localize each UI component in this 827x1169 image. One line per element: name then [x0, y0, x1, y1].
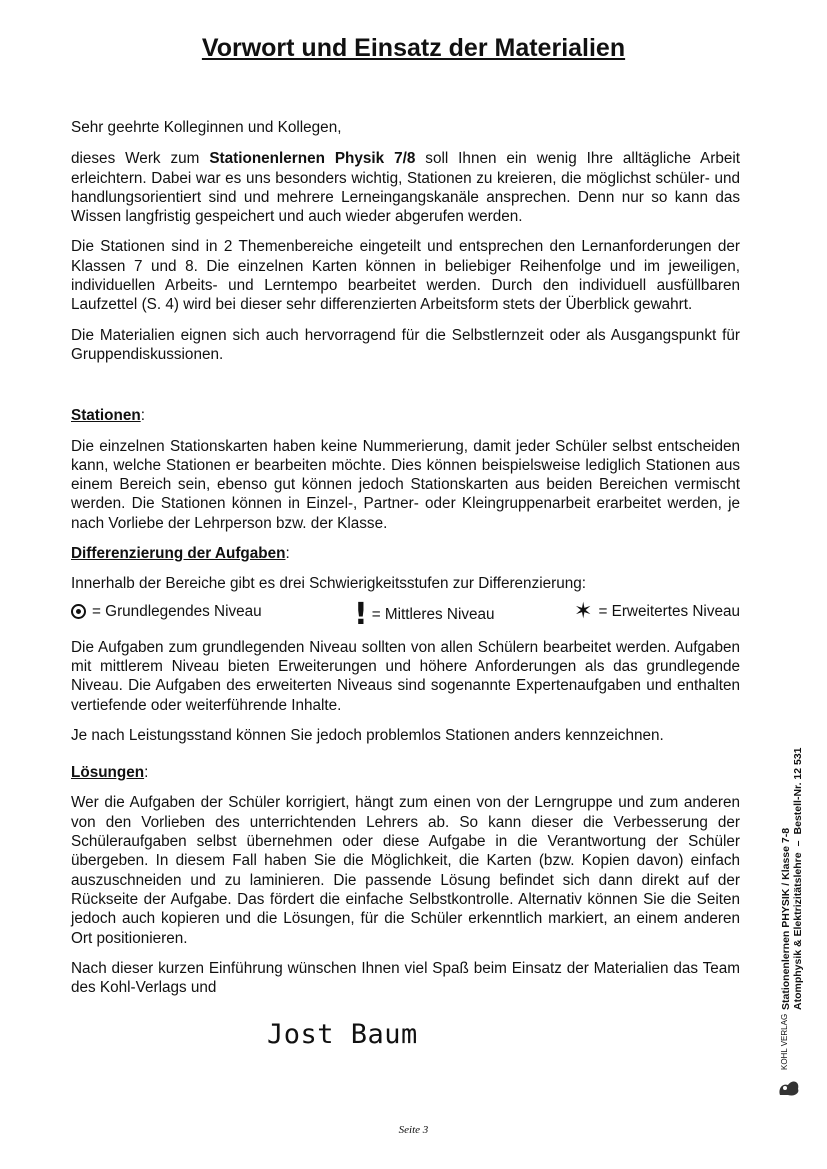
level-label: = Mittleres Niveau — [371, 605, 495, 623]
heading-text: Lösungen — [71, 764, 145, 782]
level-legend — [71, 596, 740, 632]
intro-paragraph-2: Die Stationen sind in 2 Themenbereiche eingeteilt und entsprechen den Lernanforderungen der Klassen 7 und 8. Die einzelnen Karten können in beliebiger Reihenfolge und im jeweiligen, individuellen Arbeits- und Lerntempo bearbeitet werden. Durch den individuell ausfüllbaren Laufzettel (S. 4) wird bei dieser sehr differenzierten Arbeitsform stets der Überblick gewahrt. — [71, 238, 740, 314]
topic-title: Atomphysik & Elektrizitätslehre — [792, 852, 804, 1010]
order-number: Bestell-Nr. 12 531 — [792, 747, 804, 835]
section-heading-loesungen: Lösungen: — [71, 764, 149, 782]
signature: Jost Baum — [267, 1019, 418, 1050]
exclamation-icon: ! — [354, 596, 368, 632]
section-heading-stationen: Stationen: — [71, 407, 145, 425]
differenzierung-intro: Innerhalb der Bereiche gibt es drei Schwierigkeitsstufen zur Differenzierung: — [71, 575, 586, 593]
closing-paragraph: Nach dieser kurzen Einführung wünschen Ihnen viel Spaß beim Einsatz der Materialien das Team des Kohl-Verlags und — [71, 959, 740, 997]
level-label: = Grundlegendes Niveau — [92, 602, 262, 620]
circle-dot-icon — [71, 604, 86, 619]
series-title: Stationenlernen PHYSIK / Klasse 7-8 — [780, 827, 792, 1010]
imprint-line-2 — [792, 720, 804, 1010]
differenzierung-paragraph: Die Aufgaben zum grundlegenden Niveau sollten von allen Schülern bearbeitet werden. Aufgaben mit mittlerem Niveau bieten Erweiterungen und höhere Anforderungen als das grundlegende Niveau. Die Aufgaben des erweiterten Niveaus sind sogenannte Expertenaufgaben und enthalten vertiefende oder weiterführende Inhalte. — [71, 638, 740, 714]
book-title-bold: Stationenlernen Physik 7/8 — [209, 150, 416, 168]
publisher-logo-text: KOHL VERLAG — [780, 1013, 789, 1070]
separator: – — [792, 840, 804, 847]
level-basic — [71, 602, 262, 621]
level-advanced — [574, 598, 740, 624]
heading-text: Differenzierung der Aufgaben — [71, 545, 286, 563]
intro-text: dieses Werk zum — [71, 150, 210, 168]
stationen-paragraph: Die einzelnen Stationskarten haben keine Nummerierung, damit jeder Schüler selbst entscheiden kann, welche Stationen er bearbeiten möchte. Dies können beispielsweise lediglich Stationen aus einem Bereich sein, ebenso gut können jedoch Stationskarten aus beiden Bereichen vermischt werden. Die Stationen können in Einzel-, Partner- oder Kleingruppenarbeit erarbeitet werden, je nach Vorliebe der Lehrperson bzw. der Klasse. — [71, 437, 740, 532]
intro-paragraph-3: Die Materialien eignen sich auch hervorragend für die Selbstlernzeit oder als Ausgangspunkt für Gruppendiskussionen. — [71, 326, 740, 363]
section-heading-differenzierung: Differenzierung der Aufgaben: — [71, 545, 290, 563]
page-number: Seite 3 — [398, 1124, 429, 1136]
page-title: Vorwort und Einsatz der Materialien — [201, 34, 626, 62]
level-medium — [354, 596, 495, 632]
main-content — [71, 118, 740, 1008]
heading-text: Stationen — [71, 407, 141, 425]
imprint-line-1 — [780, 720, 792, 1010]
publisher-logo-icon — [776, 1073, 802, 1097]
greeting: Sehr geehrte Kolleginnen und Kollegen, — [71, 119, 342, 136]
sidebar-imprint — [780, 720, 820, 1010]
loesungen-paragraph: Wer die Aufgaben der Schüler korrigiert, hängt zum einen von der Lerngruppe und zum anderen von den Vorlieben des unterrichtenden Lehrers ab. So kann dieser die Verbesserung der Schüleraufgaben selbst übernehmen oder diese Aufgabe in die Verantwortung der Schüler übergeben. In diesem Fall haben Sie die Möglichkeit, die Karten (bzw. Kopien davon) einfach auszuschneiden und zu laminieren. Die passende Lösung befindet sich dann direkt auf der Rückseite der Aufgabe. Das fördert die einfache Selbstkontrolle. Alternativ können Sie die Seiten jedoch auch kopieren und die Lösungen, für die Schüler erkenntlich markiert, an einem anderen Ort positionieren. — [71, 794, 740, 947]
level-label: = Erweitertes Niveau — [598, 602, 740, 620]
intro-text: soll Ihnen ein wenig Ihre alltägliche Arbeit erleichtern. Dabei war es uns besonders wichtig, Stationen zu kreieren, die möglichst schüler- und handlungsorientiert sind und mehrere Lerneingangskanäle ansprechen. Denn nur so kann das Wissen langfristig gespeichert und auch wieder abgerufen werden. — [71, 150, 740, 226]
intro-paragraph-1 — [71, 149, 740, 226]
star-icon: ✶ — [574, 598, 593, 624]
differenzierung-note: Je nach Leistungsstand können Sie jedoch problemlos Stationen anders kennzeichnen. — [71, 726, 664, 744]
